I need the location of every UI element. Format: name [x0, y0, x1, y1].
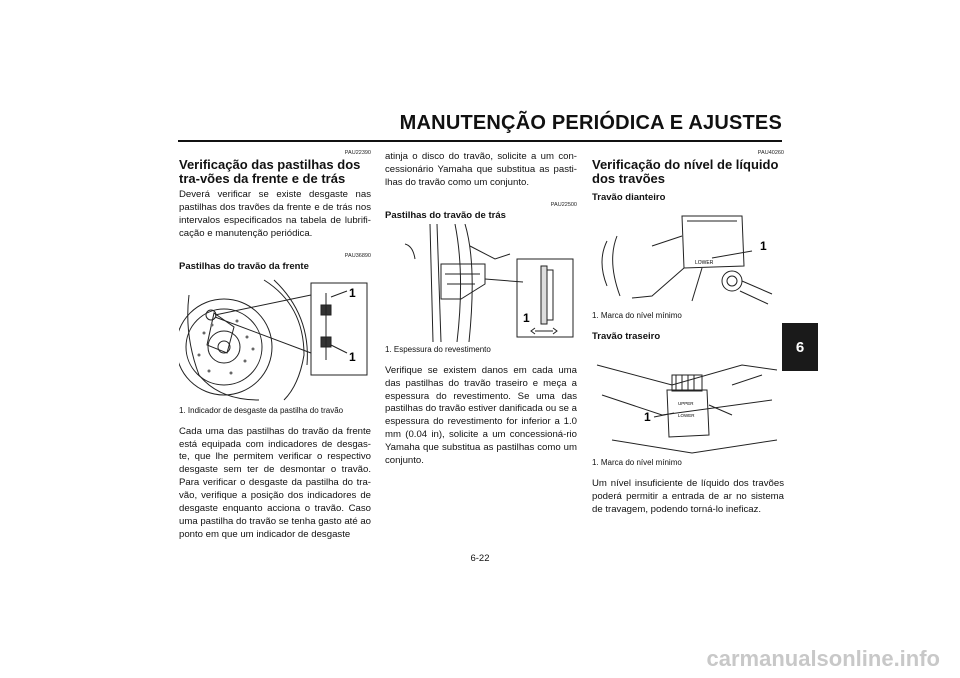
section-title-brake-pads: Verificação das pastilhas dos tra-vões da frente e de trás	[179, 157, 361, 186]
reservoir-label-upper: UPPER	[678, 401, 694, 406]
reservoir-label-lower: LOWER	[678, 413, 695, 418]
section-code: PAU36890	[344, 252, 371, 259]
figure-caption: 1. Indicador de desgaste da pastilha do travão	[179, 405, 344, 415]
header-rule	[178, 140, 782, 142]
figure-caption: 1. Marca do nível mínimo	[592, 458, 682, 467]
tire-outline	[188, 295, 259, 400]
inset-box	[311, 283, 367, 375]
callout-top: 1	[349, 285, 356, 300]
callout-bottom: 1	[349, 349, 356, 364]
callout: 1	[523, 310, 530, 325]
column-2	[385, 151, 577, 468]
body-paragraph: Cada uma das pastilhas do travão da frente está equipada com indicadores de desgas-te, que lhe permitem verificar o respectivo desgaste sem ter de desmontar o travão. Para verificar o desgaste da pastilha do tra-vão, verifique a posição dos indicadores de desgaste enquanto acciona o travão. Caso uma pastilha do travão se tenha gasto até ao ponto em que um indicador de desgaste	[179, 425, 372, 540]
continuation-paragraph: atinja o disco do travão, solicite a um con-cessionário Yamaha que substitua as pasti-lhas do travão como um conjunto.	[385, 151, 577, 188]
chapter-tab: 6	[782, 323, 818, 371]
reservoir-label-lower: LOWER	[695, 260, 714, 266]
section-code: PAU22390	[344, 150, 371, 156]
section-title-brake-fluid: Verificação do nível de líquido dos travões	[592, 157, 779, 186]
front-reservoir-figure	[592, 206, 784, 308]
rear-brake-pad-figure	[385, 224, 577, 342]
page-header-title: MANUTENÇÃO PERIÓDICA E AJUSTES	[399, 112, 782, 134]
leader-line	[712, 251, 752, 258]
body-paragraph: Um nível insuficiente de líquido dos travões poderá permitir a entrada de ar no sistema de travagem, podendo torná-lo ineficaz.	[592, 478, 784, 515]
column-3	[592, 150, 784, 517]
subtitle-rear-brake: Travão traseiro	[592, 331, 661, 342]
callout: 1	[644, 410, 651, 424]
column-1	[179, 150, 371, 542]
leader-line	[215, 295, 311, 315]
body-paragraph: Verifique se existem danos em cada uma das pastilhas do travão traseiro e meça a espessura do revestimento. Se uma das pastilhas do travão estiver danificada ou se a espessura do revestimento for inferior a 1.0 mm (0.04 in), solicite a um concessioná-rio Yamaha que substitua as pastilhas como um conjunto.	[385, 364, 577, 467]
figure-caption: 1. Marca do nível mínimo	[592, 311, 682, 320]
intro-paragraph: Deverá verificar se existe desgaste nas pastilhas dos travões da frente e de trás nos intervalos especificados na tabela de lubrifi-cação e manutenção periódica.	[179, 189, 371, 239]
subtitle-rear-brake-pads: Pastilhas do travão de trás	[385, 209, 506, 221]
footer-watermark: carmanualsonline.info	[706, 646, 940, 671]
subtitle-front-brake-pads: Pastilhas do travão da frente	[179, 260, 309, 272]
front-brake-pad-figure	[179, 275, 371, 403]
caliper	[441, 264, 485, 299]
rear-reservoir-figure	[592, 345, 784, 455]
section-code: PAU22500	[550, 201, 577, 208]
brake-disc	[179, 299, 272, 395]
page-number: 6-22	[470, 553, 490, 564]
subtitle-front-brake: Travão dianteiro	[592, 192, 666, 203]
section-code: PAU40260	[757, 150, 784, 156]
leader-line	[215, 317, 311, 353]
figure-caption: 1. Espessura do revestimento	[385, 344, 491, 354]
callout: 1	[760, 239, 767, 253]
